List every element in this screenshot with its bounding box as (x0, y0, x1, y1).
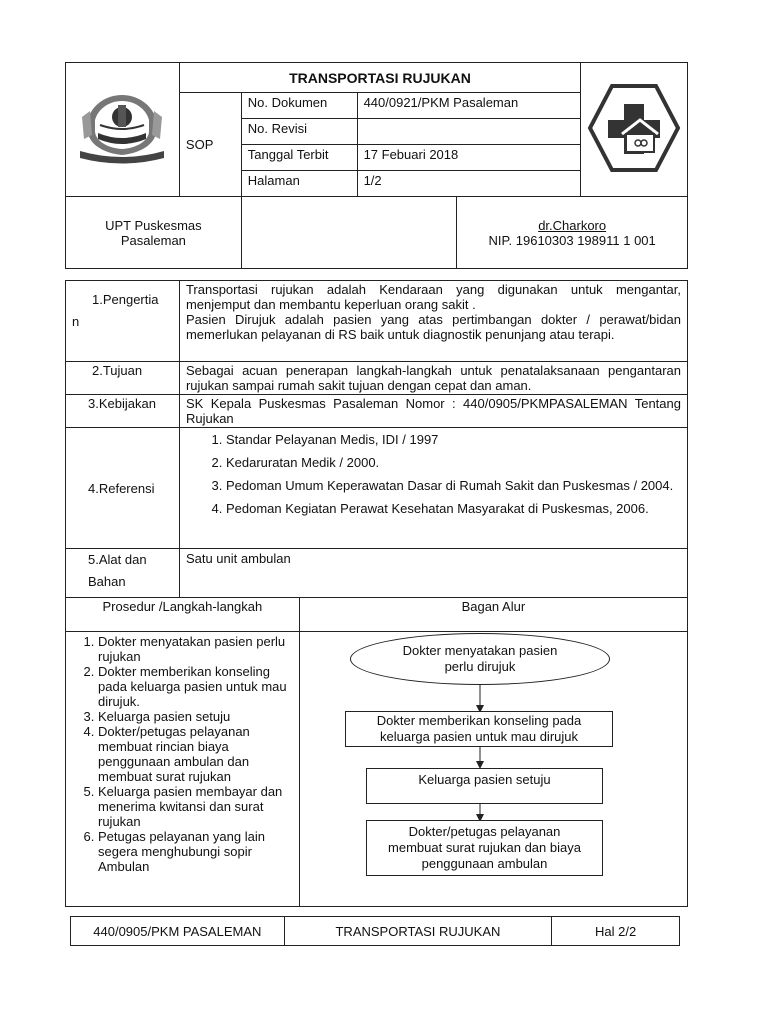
regency-logo-cell (66, 63, 180, 197)
meta-label-no-dokumen: No. Dokumen (241, 93, 357, 119)
procedure-step: 6. Petugas pelayanan yang lain segera menghubungi sopir Ambulan (98, 829, 299, 874)
section-label-tujuan: 2.Tujuan (66, 362, 180, 395)
footer-doc-number: 440/0905/PKM PASALEMAN (71, 917, 285, 946)
procedure-step: 4. Dokter/petugas pelayanan membuat rincian biaya penggunaan ambulan dan membuat surat rujukan (98, 724, 299, 784)
section-label-pengertian: 1.Pengertia n (66, 281, 180, 362)
pengertian-paragraph-1: Transportasi rujukan adalah Kendaraan yang digunakan untuk mengantar, menjemput dan membantu keperluan orang sakit . (185, 282, 681, 312)
procedure-step: 3. Keluarga pasien setuju (98, 709, 299, 724)
signer-nip: NIP. 19610303 198911 1 001 (488, 232, 656, 248)
signer-name: dr.Charkoro (538, 217, 607, 233)
document-title: TRANSPORTASI RUJUKAN (179, 63, 580, 93)
meta-label-halaman: Halaman (241, 171, 357, 197)
section-text-alat: Satu unit ambulan (179, 549, 687, 598)
flow-step-start: Dokter menyatakan pasien perlu dirujuk (350, 633, 610, 685)
section-label-kebijakan: 3.Kebijakan (66, 395, 180, 428)
blank-cell (241, 197, 457, 269)
reference-list (180, 430, 687, 518)
sop-content-table (65, 280, 688, 907)
reference-item: 3. Pedoman Umum Keperawatan Dasar di Rumah Sakit dan Puskesmas / 2004. (226, 476, 687, 495)
section-list-referensi (179, 428, 687, 549)
section-text-kebijakan: SK Kepala Puskesmas Pasaleman Nomor : 440/0905/PKMPASALEMAN Tentang Rujukan (179, 395, 687, 428)
section-text-pengertian (179, 281, 687, 362)
flow-step-setuju: Keluarga pasien setuju (366, 768, 603, 804)
regency-emblem-icon (76, 91, 168, 165)
puskesmas-logo-cell (581, 63, 688, 197)
meta-label-tanggal-terbit: Tanggal Terbit (241, 145, 357, 171)
organization-cell (66, 197, 242, 269)
reference-item: 2. Kedaruratan Medik / 2000. (226, 453, 687, 472)
sop-label: SOP (179, 93, 241, 197)
flow-step-konseling: Dokter memberikan konseling pada keluarga pasien untuk mau dirujuk (345, 711, 613, 747)
meta-label-no-revisi: No. Revisi (241, 119, 357, 145)
flow-step-surat-rujukan: Dokter/petugas pelayanan membuat surat rujukan dan biaya penggunaan ambulan (366, 820, 603, 876)
sop-header-table (65, 62, 688, 269)
procedure-steps-cell (66, 632, 300, 907)
organization-line-1: UPT Puskesmas (105, 217, 202, 233)
flow-arrow-2 (474, 747, 486, 769)
pengertian-paragraph-2: Pasien Dirujuk adalah pasien yang atas pertimbangan dokter / perawat/bidan memerlukan pelayanan di RS baik untuk diagnostik penunjang atau terapi. (185, 312, 681, 342)
procedure-step: 2. Dokter memberikan konseling pada keluarga pasien untuk mau dirujuk. (98, 664, 299, 709)
meta-value-no-dokumen: 440/0921/PKM Pasaleman (357, 93, 580, 119)
section-label-referensi: 4.Referensi (66, 428, 180, 549)
procedure-step: 1. Dokter menyatakan pasien perlu rujukan (98, 634, 299, 664)
section-label-alat: 5.Alat dan Bahan (66, 549, 180, 598)
puskesmas-cross-icon (586, 82, 682, 174)
organization-line-2: Pasaleman (120, 232, 186, 248)
meta-value-halaman: 1/2 (357, 171, 580, 197)
reference-item: 4. Pedoman Kegiatan Perawat Kesehatan Masyarakat di Puskesmas, 2006. (226, 499, 687, 518)
procedure-step-list (66, 634, 299, 874)
page-footer (70, 916, 680, 946)
flow-arrow-1 (474, 685, 486, 713)
signer-cell (457, 197, 688, 269)
footer-page-number: Hal 2/2 (552, 917, 680, 946)
footer-title: TRANSPORTASI RUJUKAN (284, 917, 552, 946)
reference-item: 1. Standar Pelayanan Medis, IDI / 1997 (226, 430, 687, 449)
meta-value-no-revisi (357, 119, 580, 145)
meta-value-tanggal-terbit: 17 Febuari 2018 (357, 145, 580, 171)
section-text-tujuan: Sebagai acuan penerapan langkah-langkah untuk penatalaksanaan pengantaran rujukan sampai rumah sakit tujuan dengan cepat dan aman. (179, 362, 687, 395)
procedure-step: 5. Keluarga pasien membayar dan menerima kwitansi dan surat rujukan (98, 784, 299, 829)
prosedur-header: Prosedur /Langkah-langkah (66, 598, 300, 632)
bagan-header: Bagan Alur (299, 598, 687, 632)
